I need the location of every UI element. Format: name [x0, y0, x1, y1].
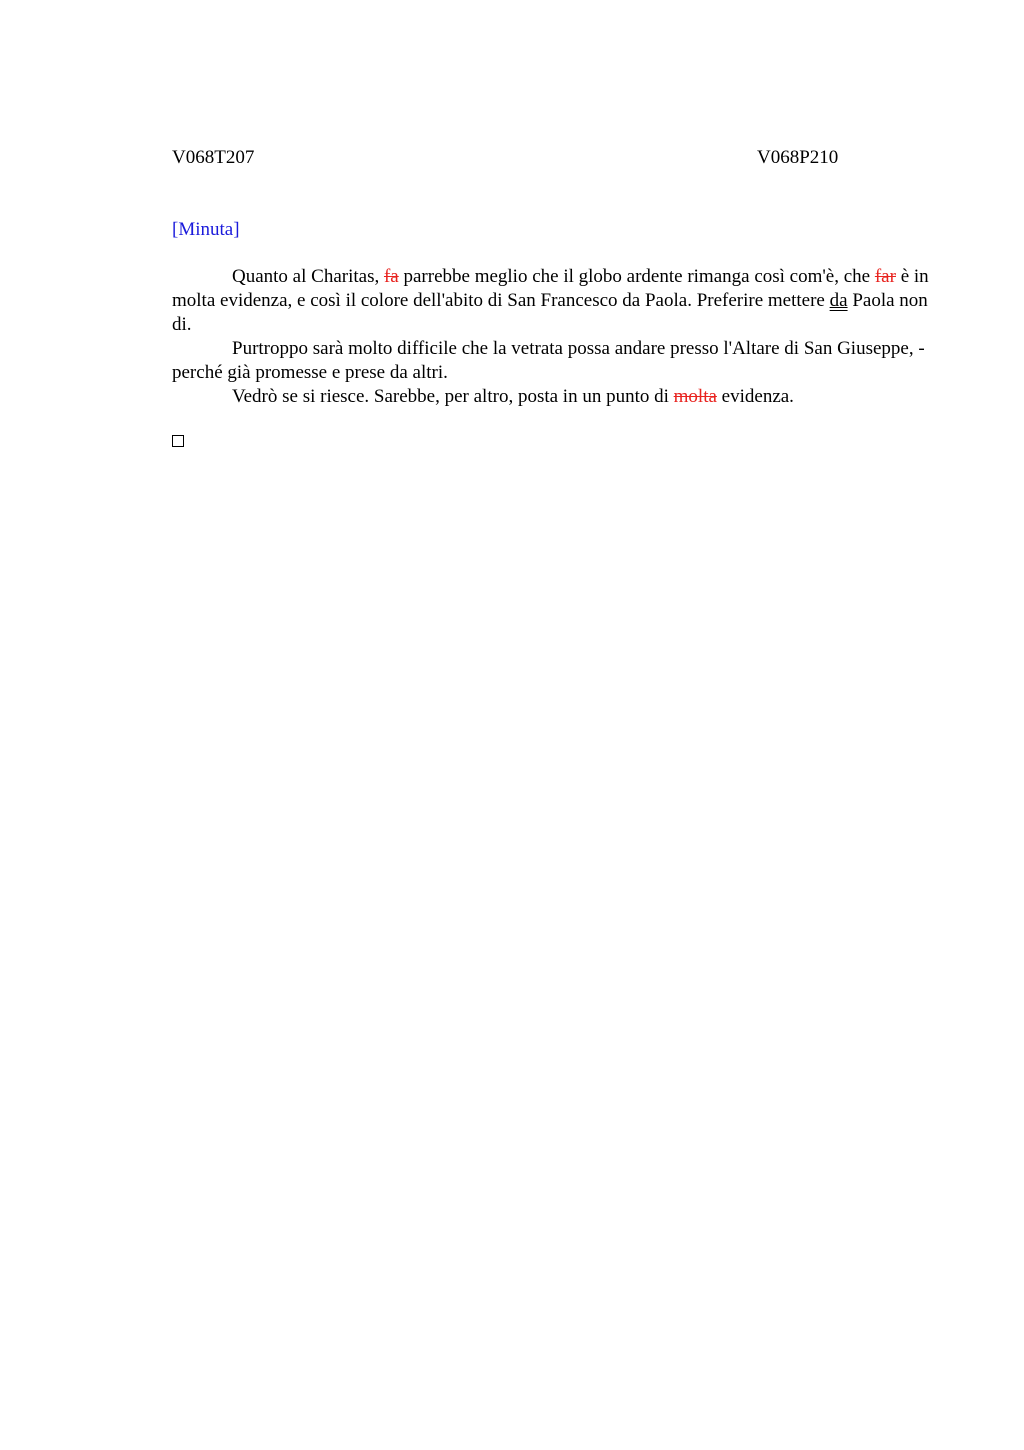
document-code-left: V068T207 [172, 147, 255, 168]
text-segment: parrebbe meglio che il globo ardente rimanga così com'è, che [398, 266, 875, 287]
deleted-word: fa [383, 266, 399, 287]
text-segment: Purtroppo sarà molto difficile che la vetrata possa andare presso l'Altare di San Giuseppe, - perché già promesse e prese da altri. [172, 338, 925, 383]
document-page [172, 0, 932, 1450]
empty-square-icon [172, 435, 184, 447]
deleted-word: molta [673, 386, 717, 407]
document-code-right: V068P210 [757, 147, 839, 168]
text-segment: è in molta evidenza, e così il colore dell'abito di San Francesco da Paola. Preferire mettere [172, 266, 929, 311]
text-segment: evidenza. [716, 386, 794, 407]
deleted-word: far [874, 266, 896, 287]
paragraph [172, 337, 932, 385]
text-segment: Paola non di. [172, 290, 928, 335]
text-segment: Vedrò se si riesce. Sarebbe, per altro, posta in un punto di [232, 386, 674, 407]
text-segment: Quanto al Charitas, [232, 266, 384, 287]
section-label: [Minuta] [172, 219, 240, 240]
double-underlined-word: da [829, 290, 848, 311]
paragraph [172, 265, 932, 337]
paragraph [172, 385, 932, 409]
letter-body [172, 265, 932, 409]
